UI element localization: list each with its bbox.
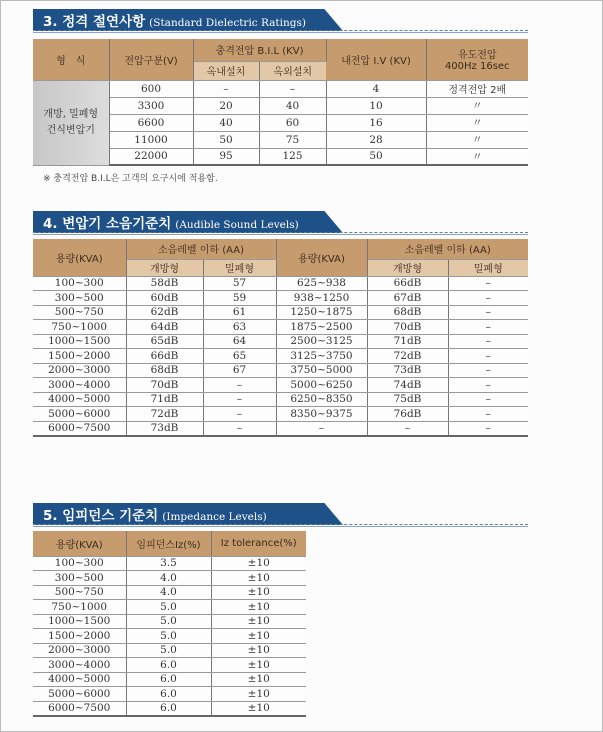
table-cell: – (193, 80, 259, 97)
table-cell: 〃 (426, 131, 528, 148)
table-row (33, 363, 528, 378)
section-title-en: (Audible Sound Levels) (175, 219, 299, 231)
table-cell: 6600 (109, 114, 193, 131)
table-cell: – (448, 320, 528, 335)
table-row (33, 585, 306, 600)
table-cell: ±10 (211, 658, 306, 673)
table-cell: 4 (326, 80, 426, 97)
table-cell: ±10 (211, 687, 306, 702)
table-cell: ±10 (211, 672, 306, 687)
table-cell: 〃 (426, 97, 528, 114)
table-cell: 125 (259, 148, 326, 165)
table-cell: 20 (193, 97, 259, 114)
induced-label: 유도전압 (457, 50, 497, 62)
table-cell: 5000~6000 (33, 687, 126, 702)
table-cell: 500~750 (33, 585, 126, 600)
table-cell: 6.0 (126, 701, 211, 716)
table-cell: 4000~5000 (33, 672, 126, 687)
table-cell: 64 (203, 334, 276, 349)
table-cell: – (203, 378, 276, 393)
table-cell: 60 (259, 114, 326, 131)
col-level-2: 소음레벨 이하 (AA) (367, 239, 528, 259)
table-cell: ±10 (211, 629, 306, 644)
table-cell: 2000~3000 (33, 363, 126, 378)
table-cell: 58dB (126, 276, 203, 291)
table-row (33, 305, 528, 320)
col-capacity: 용량(KVA) (33, 239, 126, 276)
table-cell: 6250~8350 (276, 392, 367, 407)
table-row (33, 421, 528, 436)
table-cell: 3300 (109, 97, 193, 114)
col-outdoor: 옥외설치 (259, 61, 326, 80)
table-cell: – (448, 291, 528, 306)
table-cell: 300~500 (33, 291, 126, 306)
table-cell: ±10 (211, 571, 306, 586)
table-cell: 1000~1500 (33, 614, 126, 629)
table-cell: 59 (203, 291, 276, 306)
table-cell: 정격전압 2배 (426, 80, 528, 97)
table-row (33, 320, 528, 335)
col-voltage: 전압구분(V) (109, 39, 193, 80)
table-cell: 1500~2000 (33, 349, 126, 364)
table-cell: 5.0 (126, 600, 211, 615)
table-cell: 100~300 (33, 556, 126, 571)
table-cell: – (448, 334, 528, 349)
table-cell: 66dB (126, 349, 203, 364)
table-cell: – (276, 421, 367, 436)
table-cell: 5000~6250 (276, 378, 367, 393)
table-cell: 61 (203, 305, 276, 320)
table-cell: ±10 (211, 556, 306, 571)
table-cell: 50 (326, 148, 426, 165)
table-cell: – (367, 421, 448, 436)
col-open: 개방형 (126, 259, 203, 276)
divider (33, 232, 528, 235)
table-cell: ±10 (211, 600, 306, 615)
table-cell: 40 (193, 114, 259, 131)
table-cell: 71dB (367, 334, 448, 349)
col-tolerance: Iz tolerance(%) (211, 531, 306, 556)
table-cell: 5.0 (126, 614, 211, 629)
table-row (33, 378, 528, 393)
col-withstand: 내전압 I.V (KV) (326, 39, 426, 80)
table-cell: 6.0 (126, 658, 211, 673)
table-cell: 63 (203, 320, 276, 335)
table-cell: 750~1000 (33, 320, 126, 335)
table-row (33, 600, 306, 615)
section-title-en: (Standard Dielectric Ratings) (149, 17, 306, 29)
col-open-2: 개방형 (367, 259, 448, 276)
table-cell: – (448, 305, 528, 320)
table-cell: 6.0 (126, 672, 211, 687)
col-sealed: 밀폐형 (203, 259, 276, 276)
table-cell: 3000~4000 (33, 378, 126, 393)
divider (33, 30, 528, 33)
table-cell: 600 (109, 80, 193, 97)
table-cell: 6.0 (126, 687, 211, 702)
section-title: 3. 정격 절연사항 (43, 14, 146, 30)
table-cell: 74dB (367, 378, 448, 393)
table-cell: 3750~5000 (276, 363, 367, 378)
table-cell: 72dB (367, 349, 448, 364)
table-cell: – (448, 378, 528, 393)
table-row (33, 80, 528, 97)
table-cell: 60dB (126, 291, 203, 306)
table-cell: 11000 (109, 131, 193, 148)
table-cell: 95 (193, 148, 259, 165)
table-cell: 5000~6000 (33, 407, 126, 422)
table-cell: 67 (203, 363, 276, 378)
table-row (33, 672, 306, 687)
table-cell: 16 (326, 114, 426, 131)
table-cell: 2000~3000 (33, 643, 126, 658)
table-cell: – (203, 407, 276, 422)
table-row (33, 643, 306, 658)
table-cell: 68dB (367, 305, 448, 320)
table-cell: – (259, 80, 326, 97)
table-cell: 6000~7500 (33, 421, 126, 436)
table-cell: 75 (259, 131, 326, 148)
table-cell: 6000~7500 (33, 701, 126, 716)
col-indoor: 옥내설치 (193, 61, 259, 80)
table-row (33, 571, 306, 586)
table-cell: 4.0 (126, 571, 211, 586)
col-type: 형 식 (33, 39, 109, 80)
table-cell: ±10 (211, 585, 306, 600)
table-cell: 2500~3125 (276, 334, 367, 349)
table-cell: 75dB (367, 392, 448, 407)
table-cell: 70dB (367, 320, 448, 335)
divider (33, 524, 528, 527)
table-cell: 938~1250 (276, 291, 367, 306)
table-row (33, 276, 528, 291)
table-cell: 70dB (126, 378, 203, 393)
table-cell: 625~938 (276, 276, 367, 291)
table-cell: 3125~3750 (276, 349, 367, 364)
table-row (33, 334, 528, 349)
type-cell: 개방, 밀폐형 건식변압기 (33, 80, 109, 165)
table-cell: 68dB (126, 363, 203, 378)
table-cell: 65dB (126, 334, 203, 349)
dielectric-ratings-table (33, 39, 528, 166)
col-impedance: 임피던스Iz(%) (126, 531, 211, 556)
col-level: 소음레벨 이하 (AA) (126, 239, 276, 259)
table-cell: ±10 (211, 701, 306, 716)
table-row (33, 392, 528, 407)
col-capacity: 용량(KVA) (33, 531, 126, 556)
table-cell: 28 (326, 131, 426, 148)
table-cell: 1000~1500 (33, 334, 126, 349)
table-cell: ±10 (211, 643, 306, 658)
table-cell: 〃 (426, 114, 528, 131)
table-cell: 40 (259, 97, 326, 114)
table-cell: 64dB (126, 320, 203, 335)
table-cell: 50 (193, 131, 259, 148)
table-cell: – (448, 276, 528, 291)
table-row (33, 291, 528, 306)
section-3-heading (33, 9, 306, 31)
table-cell: 62dB (126, 305, 203, 320)
table-cell: 4.0 (126, 585, 211, 600)
table-row (33, 349, 528, 364)
table-cell: – (203, 421, 276, 436)
table-cell: – (448, 349, 528, 364)
table-row (33, 614, 306, 629)
section-title: 4. 변압기 소음기준치 (43, 216, 172, 232)
table-row (33, 658, 306, 673)
table-cell: 100~300 (33, 276, 126, 291)
table-cell: 3.5 (126, 556, 211, 571)
table-row (33, 687, 306, 702)
table-cell: 5.0 (126, 643, 211, 658)
table-row (33, 629, 306, 644)
table-cell: 10 (326, 97, 426, 114)
table-cell: 73dB (367, 363, 448, 378)
table-cell: 1500~2000 (33, 629, 126, 644)
table-cell: ±10 (211, 614, 306, 629)
table-cell: 750~1000 (33, 600, 126, 615)
table-cell: 66dB (367, 276, 448, 291)
table-cell: 5.0 (126, 629, 211, 644)
footnote: ※ 충격전압 B.I.L은 고객의 요구시에 적용함. (43, 174, 218, 184)
table-cell: 65 (203, 349, 276, 364)
table-row (33, 701, 306, 716)
table-cell: 500~750 (33, 305, 126, 320)
table-cell: – (448, 421, 528, 436)
col-sealed-2: 밀폐형 (448, 259, 528, 276)
table-cell: 72dB (126, 407, 203, 422)
table-cell: 22000 (109, 148, 193, 165)
table-cell: 73dB (126, 421, 203, 436)
induced-spec: 400Hz 16sec (444, 61, 510, 73)
section-5-heading (33, 503, 267, 525)
table-cell: 4000~5000 (33, 392, 126, 407)
col-bil: 충격전압 B.I.L (KV) (193, 39, 326, 61)
table-row (33, 407, 528, 422)
table-cell: – (448, 392, 528, 407)
table-cell: 8350~9375 (276, 407, 367, 422)
sound-levels-table (33, 239, 528, 437)
table-cell: 1250~1875 (276, 305, 367, 320)
table-cell: – (203, 392, 276, 407)
section-title: 5. 임피던스 기준치 (43, 508, 159, 524)
section-title-en: (Impedance Levels) (162, 511, 267, 523)
table-cell: 76dB (367, 407, 448, 422)
section-4-heading (33, 211, 299, 233)
impedance-table (33, 531, 306, 717)
col-induced (426, 39, 528, 80)
table-cell: 〃 (426, 148, 528, 165)
table-cell: 1875~2500 (276, 320, 367, 335)
table-cell: 71dB (126, 392, 203, 407)
table-cell: – (448, 363, 528, 378)
table-cell: 67dB (367, 291, 448, 306)
table-cell: 300~500 (33, 571, 126, 586)
table-cell: 3000~4000 (33, 658, 126, 673)
table-row (33, 556, 306, 571)
table-cell: 57 (203, 276, 276, 291)
table-cell: – (448, 407, 528, 422)
col-capacity-2: 용량(KVA) (276, 239, 367, 276)
